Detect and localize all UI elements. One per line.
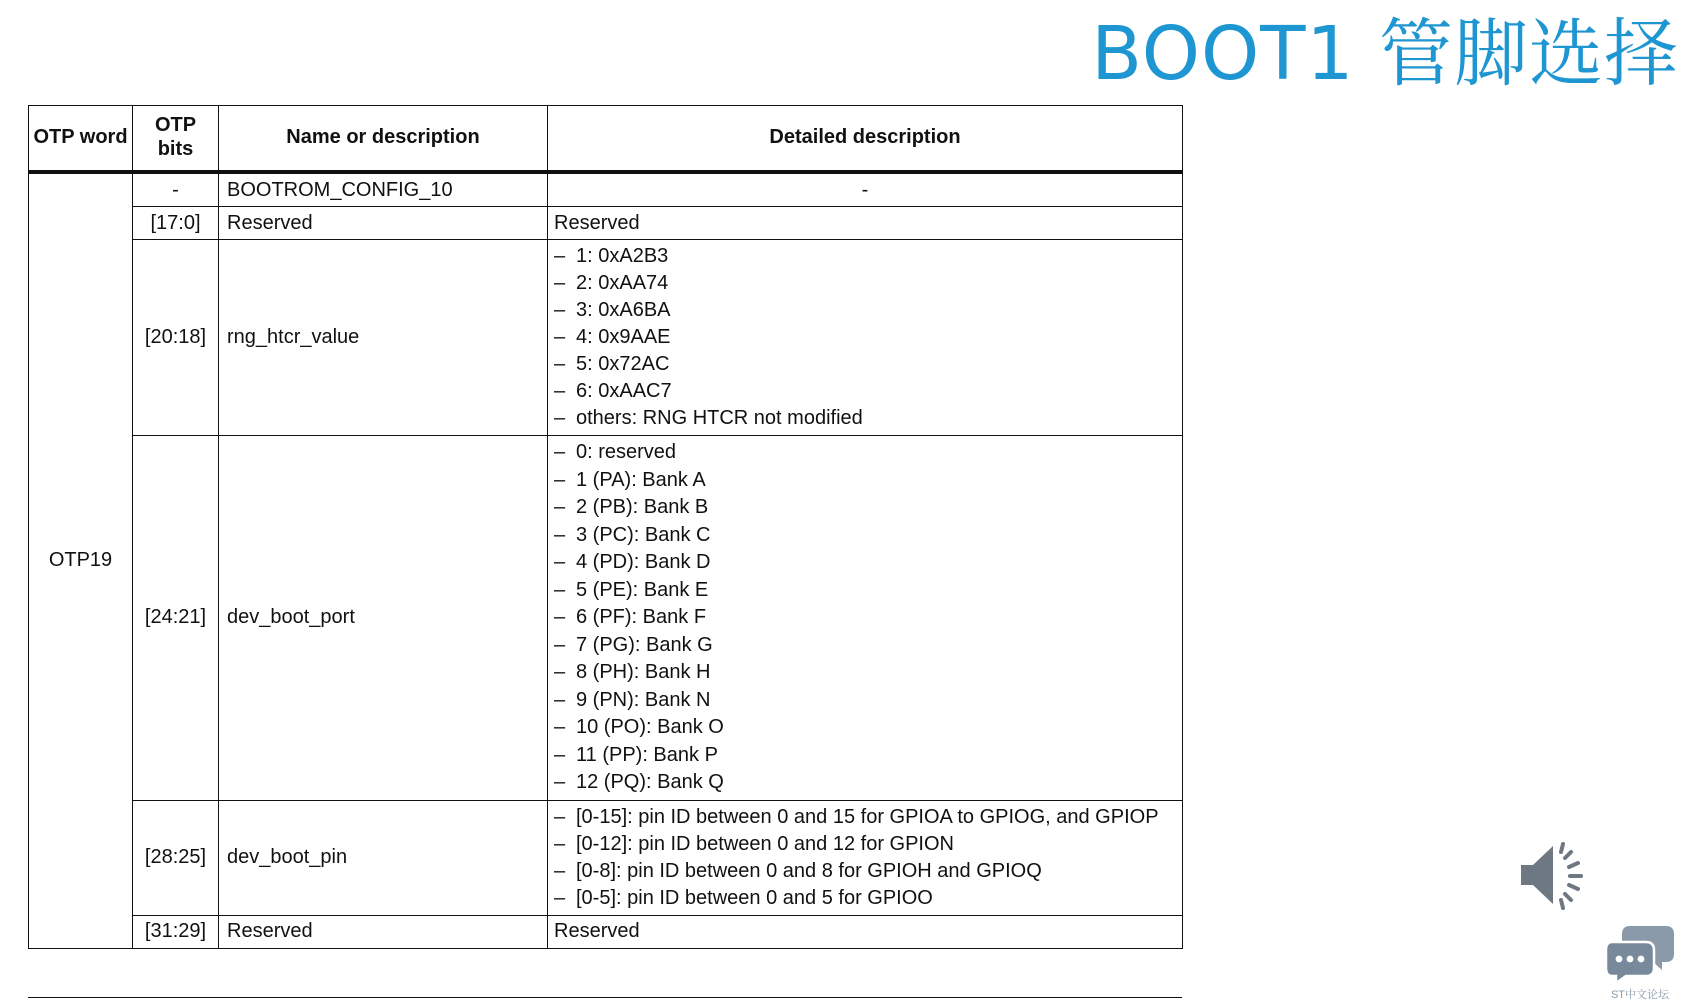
detail-cell (548, 436, 1183, 801)
detail-cell (548, 800, 1183, 915)
list-item: – others: RNG HTCR not modified (554, 405, 1176, 432)
table-row (29, 915, 1183, 948)
list-item: – 1 (PA): Bank A (554, 467, 1176, 495)
list-item: – 9 (PN): Bank N (554, 687, 1176, 715)
bits-cell: [17:0] (133, 207, 219, 240)
list-item: – 3: 0xA6BA (554, 297, 1176, 324)
detail-cell (548, 240, 1183, 436)
list-item: – 2: 0xAA74 (554, 270, 1176, 297)
name-cell: Reserved (219, 207, 548, 240)
table-row (29, 172, 1183, 207)
list-item: – 8 (PH): Bank H (554, 659, 1176, 687)
otp-table (28, 105, 1183, 949)
list-item: – 5: 0x72AC (554, 351, 1176, 378)
header-name: Name or description (219, 106, 548, 173)
bits-cell: [28:25] (133, 800, 219, 915)
list-item: – 10 (PO): Bank O (554, 714, 1176, 742)
name-cell: dev_boot_pin (219, 800, 548, 915)
list-item: – 2 (PB): Bank B (554, 494, 1176, 522)
chat-bubbles-icon (1604, 920, 1676, 984)
header-detail: Detailed description (548, 106, 1183, 173)
list-item: – 6: 0xAAC7 (554, 378, 1176, 405)
rng-htcr-options (554, 243, 1176, 432)
list-item: – 12 (PQ): Bank Q (554, 769, 1176, 797)
list-item: – 4 (PD): Bank D (554, 549, 1176, 577)
otp-word-cell: OTP19 (29, 172, 133, 948)
list-item: – 3 (PC): Bank C (554, 522, 1176, 550)
list-item: – 11 (PP): Bank P (554, 742, 1176, 770)
table-bottom-edge (28, 997, 1182, 998)
bits-cell: - (133, 172, 219, 207)
list-item: – 1: 0xA2B3 (554, 243, 1176, 270)
header-otp-word: OTP word (29, 106, 133, 173)
table-row (29, 800, 1183, 915)
table-row (29, 240, 1183, 436)
list-item: – 7 (PG): Bank G (554, 632, 1176, 660)
detail-cell: - (548, 172, 1183, 207)
name-cell: dev_boot_port (219, 436, 548, 801)
list-item: – 0: reserved (554, 439, 1176, 467)
boot-pin-options (554, 804, 1176, 912)
list-item: – 5 (PE): Bank E (554, 577, 1176, 605)
header-otp-bits: OTP bits (133, 106, 219, 173)
name-cell: rng_htcr_value (219, 240, 548, 436)
table-row (29, 207, 1183, 240)
list-item: – [0-8]: pin ID between 0 and 8 for GPIOH and GPIOQ (554, 858, 1176, 885)
name-cell: Reserved (219, 915, 548, 948)
boot-port-options (554, 439, 1176, 797)
header-row (29, 106, 1183, 173)
list-item: – [0-15]: pin ID between 0 and 15 for GPIOA to GPIOG, and GPIOP (554, 804, 1176, 831)
bits-cell: [31:29] (133, 915, 219, 948)
slide-title: BOOT1 管脚选择 (1091, 11, 1679, 97)
bits-cell: [24:21] (133, 436, 219, 801)
bits-cell: [20:18] (133, 240, 219, 436)
list-item: – 4: 0x9AAE (554, 324, 1176, 351)
speaker-icon[interactable] (1519, 838, 1599, 912)
table-row (29, 436, 1183, 801)
name-cell: BOOTROM_CONFIG_10 (219, 172, 548, 207)
forum-label: ST中文论坛 (1610, 989, 1670, 1001)
list-item: – 6 (PF): Bank F (554, 604, 1176, 632)
list-item: – [0-12]: pin ID between 0 and 12 for GPION (554, 831, 1176, 858)
detail-cell: Reserved (548, 915, 1183, 948)
forum-watermark (1604, 920, 1676, 1006)
list-item: – [0-5]: pin ID between 0 and 5 for GPIOO (554, 885, 1176, 912)
detail-cell: Reserved (548, 207, 1183, 240)
